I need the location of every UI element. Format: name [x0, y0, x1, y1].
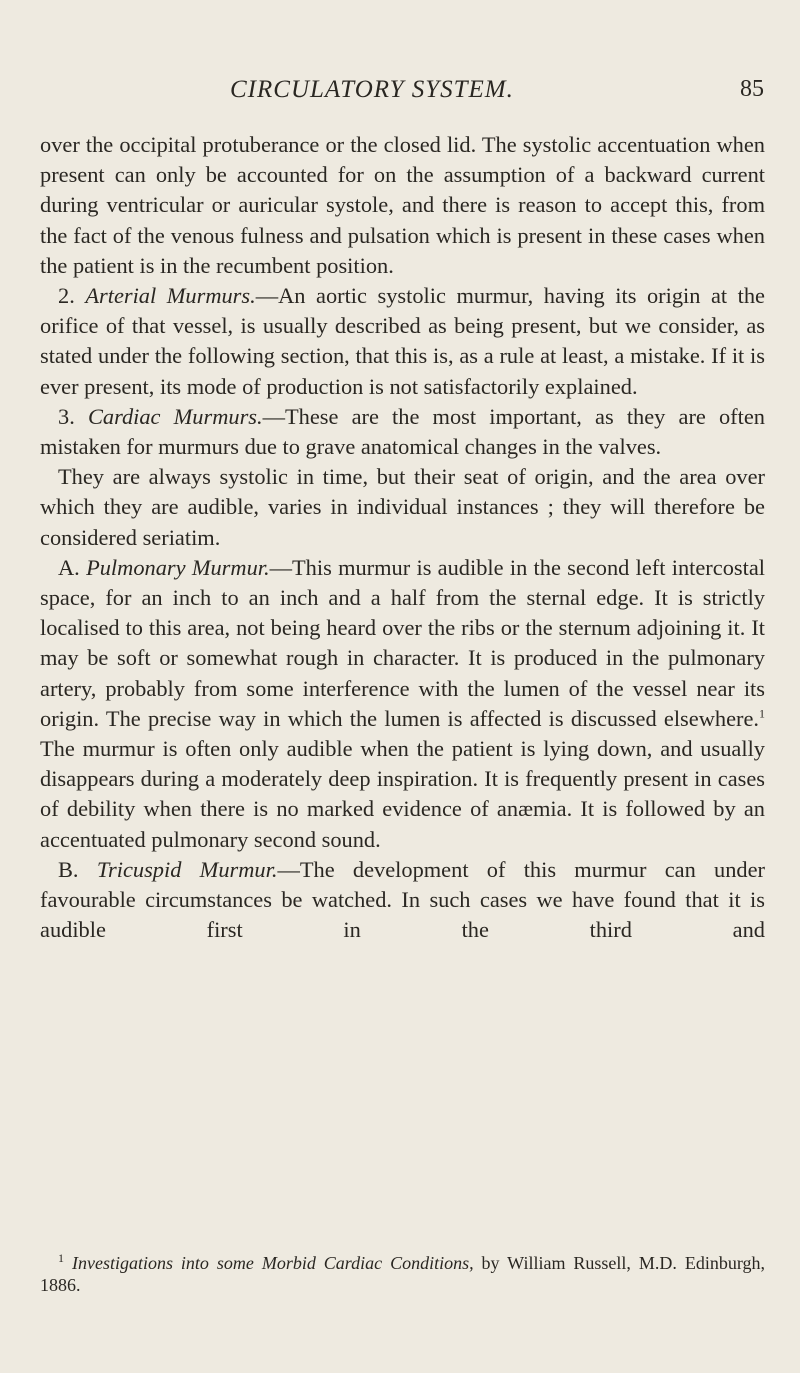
paragraph-arterial-murmurs: [40, 281, 765, 402]
paragraph-cardiac-murmurs: [40, 402, 765, 462]
footnote: [40, 1252, 765, 1296]
body-text: [40, 130, 765, 945]
section-heading: Pulmonary Murmur.: [86, 554, 270, 580]
footnote-reference: 1: [759, 706, 765, 721]
section-number: 3.: [58, 403, 75, 429]
paragraph-continuation: [40, 130, 765, 281]
paragraph-text: —This murmur is audible in the second left intercostal space, for an inch to an inch and a half from the sternal edge. It is strictly localised to this area, not being heard over the ribs or the sternum adjoining it. It may be soft or somewhat rough in character. It is produced in the pulmonary artery, probably from some interference with the lumen of the vessel near its origin. The precise way in which the lumen is affected is discussed elsewhere.: [40, 554, 765, 731]
section-number: 2.: [58, 283, 75, 309]
section-heading: Cardiac Murmurs.: [87, 403, 263, 429]
footnote-text: by William Russell, M.D. Edinburgh, 1886.: [40, 1253, 766, 1295]
paragraph-text: —An aortic systolic murmur, having its origin at the orifice of that vessel, is usually described as being present, but we consider, as stated under the following section, that this is, as a rule at least, a mistake. If it is ever present, its mode of production is not satisfactorily explained.: [40, 283, 765, 399]
paragraph-text: The murmur is often only audible when the patient is lying down, and usually disappears during a moderately deep inspiration. It is frequently present in cases of debility when there is no marked evidence of anæmia. It is followed by an accentuated pulmonary second sound.: [40, 736, 765, 852]
paragraph-pulmonary-murmur: [40, 553, 765, 855]
paragraph-text: over the occipital protuberance or the closed lid. The systolic accentuation when present can only be accounted for on the assumption of a backward current during ventricular or auricular systole, and there is reason to accept this, from the fact of the venous fulness and pulsation which is present in these cases when the patient is in the recumbent position.: [40, 132, 765, 278]
paragraph-tricuspid-murmur: [40, 855, 765, 946]
section-heading: Arterial Murmurs.: [85, 283, 256, 309]
paragraph-text: —The development of this murmur can under favourable circumstances be watched. In such cases we have found that it is audible first in the third and: [40, 856, 765, 943]
section-number: A.: [58, 554, 80, 580]
page-header: [40, 76, 800, 116]
section-number: B.: [58, 856, 79, 882]
running-title: CIRCULATORY SYSTEM.: [230, 76, 514, 103]
paragraph-text: They are always systolic in time, but their seat of origin, and the area over which they are audible, varies in individual instances ; they will therefore be considered seriatim.: [40, 464, 765, 550]
paragraph-text: —These are the most important, as they are often mistaken for murmurs due to grave anatomical changes in the valves.: [40, 403, 765, 460]
paragraph-systolic-time: [40, 462, 765, 553]
section-heading: Tricuspid Murmur.: [96, 856, 278, 882]
footnote-marker: 1: [58, 1251, 64, 1265]
footnote-title: Investigations into some Morbid Cardiac Conditions,: [71, 1253, 474, 1273]
page-number: 85: [740, 76, 764, 102]
